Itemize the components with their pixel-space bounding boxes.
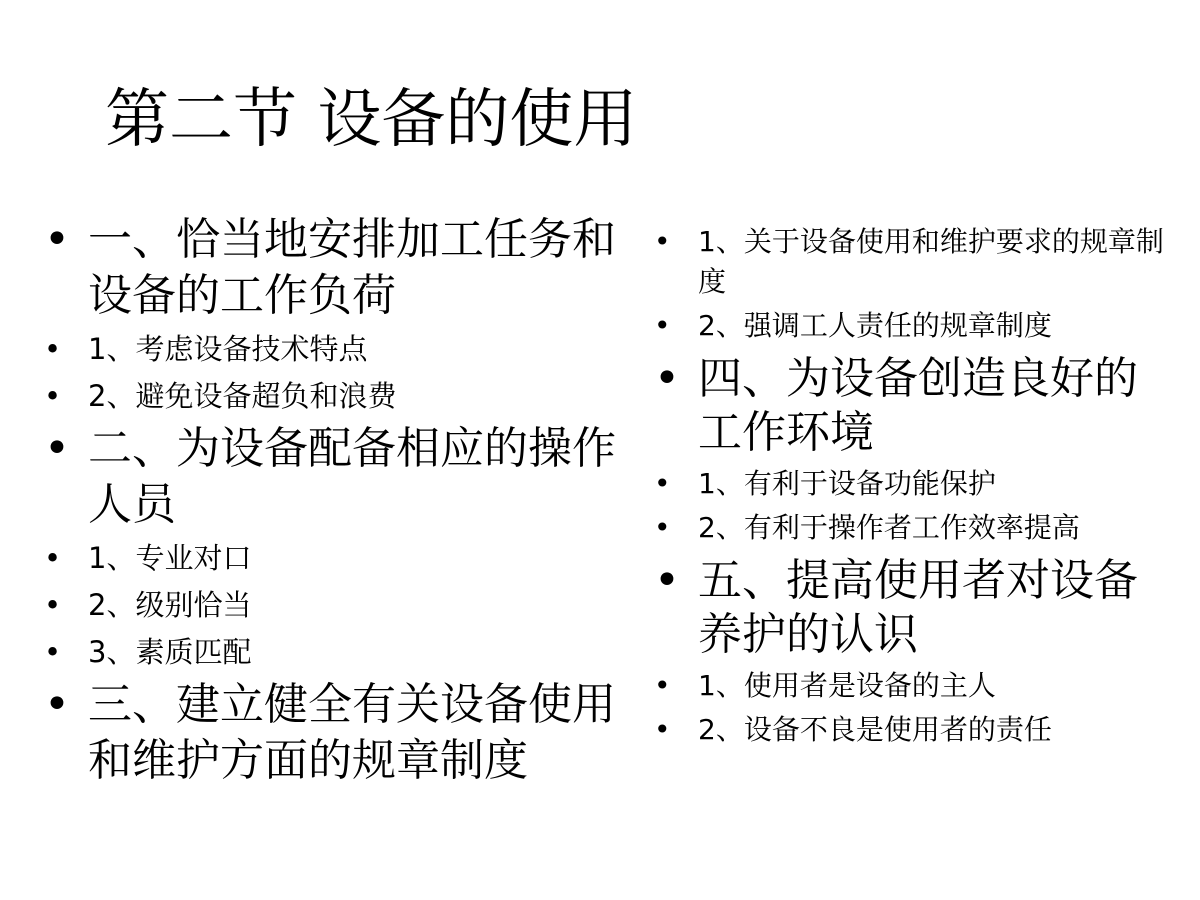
bullet-icon: •: [654, 353, 680, 404]
outline-subitem-text: 2、级别恰当: [88, 588, 252, 622]
outline-item-1: [40, 212, 620, 324]
bullet-icon: •: [44, 379, 62, 413]
outline-subitem-text: 2、设备不良是使用者的责任: [698, 713, 1052, 746]
outline-subitem-text: 1、考虑设备技术特点: [88, 332, 368, 366]
outline-subitem: [40, 326, 620, 372]
outline-subitem: [40, 582, 620, 628]
bullet-icon: •: [654, 511, 671, 544]
bullet-icon: •: [654, 555, 680, 606]
outline-subitem: [40, 535, 620, 581]
outline-item-3: [40, 677, 620, 789]
bullet-icon: •: [654, 225, 671, 258]
bullet-icon: •: [44, 541, 62, 575]
outline-subitem: [650, 222, 1180, 302]
outline-subitem: [650, 710, 1180, 750]
outline-item-5: [650, 554, 1180, 662]
outline-item-text: 三、建立健全有关设备使用和维护方面的规章制度: [88, 679, 616, 786]
outline-item-text: 一、恰当地安排加工任务和设备的工作负荷: [88, 214, 616, 321]
outline-item-text: 四、为设备创造良好的工作环境: [698, 353, 1138, 458]
bullet-icon: •: [44, 214, 70, 265]
bullet-icon: •: [654, 713, 671, 746]
outline-subitem-text: 2、有利于操作者工作效率提高: [698, 511, 1080, 544]
outline-subitem-text: 1、有利于设备功能保护: [698, 467, 996, 500]
bullet-icon: •: [44, 635, 62, 669]
outline-item-text: 二、为设备配备相应的操作人员: [88, 423, 616, 530]
outline-subitem: [40, 629, 620, 675]
outline-item-text: 五、提高使用者对设备养护的认识: [698, 555, 1138, 660]
bullet-icon: •: [654, 467, 671, 500]
outline-subitem: [40, 373, 620, 419]
right-outline: [650, 218, 1180, 754]
bullet-icon: •: [44, 423, 70, 474]
outline-item-4: [650, 352, 1180, 460]
outline-subitem: [650, 464, 1180, 504]
outline-subitem-text: 3、素质匹配: [88, 635, 252, 669]
bullet-icon: •: [654, 669, 671, 702]
outline-subitem: [650, 666, 1180, 706]
outline-subitem-text: 1、关于设备使用和维护要求的规章制度: [698, 225, 1164, 298]
bullet-icon: •: [44, 679, 70, 730]
outline-subitem: [650, 508, 1180, 548]
left-outline: [40, 210, 620, 791]
outline-subitem: [650, 306, 1180, 346]
bullet-icon: •: [654, 309, 671, 342]
bullet-icon: •: [44, 588, 62, 622]
outline-subitem-text: 2、强调工人责任的规章制度: [698, 309, 1052, 342]
outline-subitem-text: 2、避免设备超负和浪费: [88, 379, 397, 413]
slide-title: 第二节 设备的使用: [105, 83, 638, 157]
bullet-icon: •: [44, 332, 62, 366]
outline-subitem-text: 1、使用者是设备的主人: [698, 669, 996, 702]
outline-item-2: [40, 421, 620, 533]
outline-subitem-text: 1、专业对口: [88, 541, 252, 575]
